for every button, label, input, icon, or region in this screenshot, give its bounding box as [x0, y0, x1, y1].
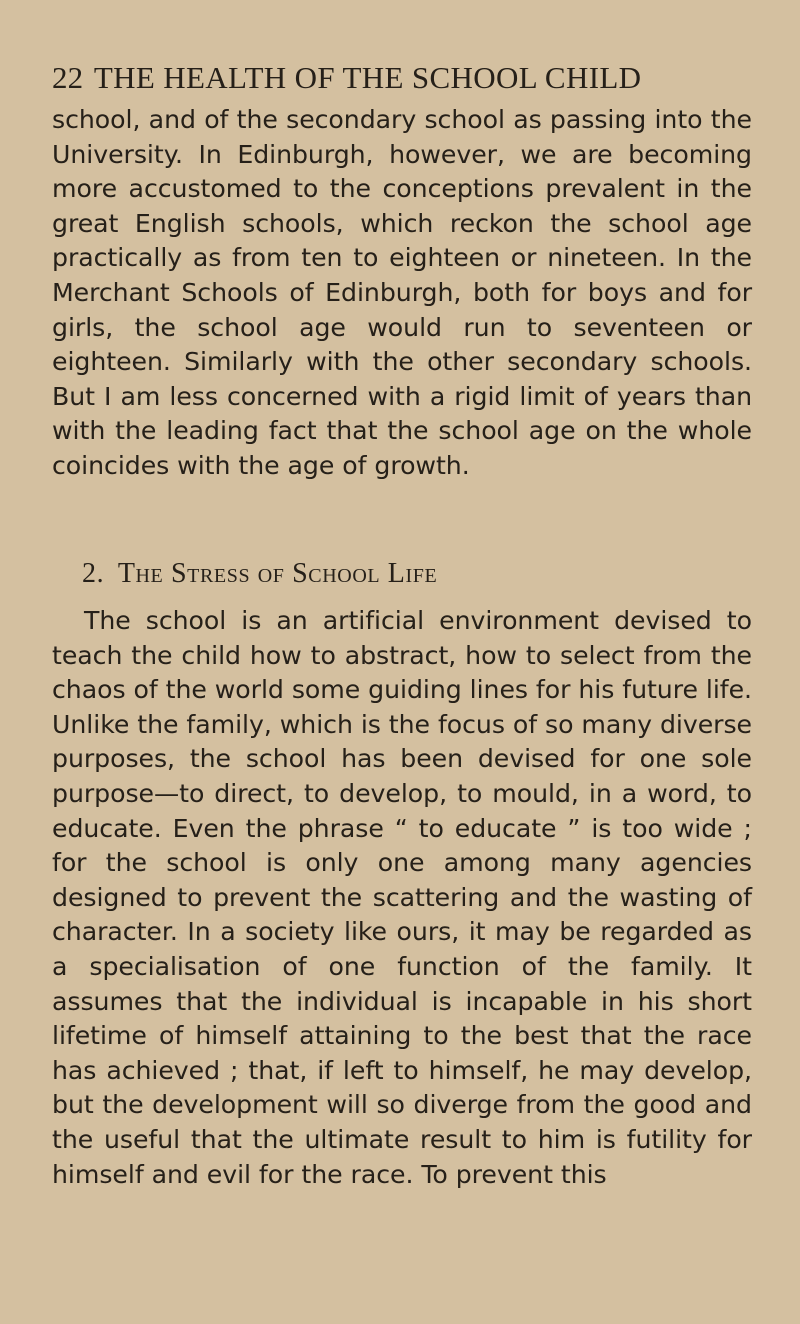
section-heading: [82, 554, 742, 594]
section-number: 2.: [82, 558, 105, 589]
section-title: The Stress of School Life: [117, 558, 438, 589]
page-header: [52, 54, 752, 102]
page-number: 22: [52, 60, 84, 95]
running-title: THE HEALTH OF THE SCHOOL CHILD: [93, 60, 642, 95]
paragraph-school-age: school, and of the secondary school as passing into the University. In Edinburgh, however, we are becoming more accustomed to the conceptions prevalent in the great English schools, which reckon the school age practically as from ten to eighteen or nineteen. In the Merchant Schools of Edinburgh, both for boys and for girls, the school age would run to seventeen or eighteen. Similarly with the other secondary schools. But I am less concerned with a rigid limit of years than with the leading fact that the school age on the whole coincides with the age of growth.: [52, 105, 752, 480]
paragraph-school-environment: The school is an artificial environment devised to teach the child how to abstract, how to select from the chaos of the world some guiding lines for his future life. Unlike the family, which is the focus of so many diverse purposes, the school has been devised for one sole purpose—to direct, to develop, to mould, in a word, to educate. Even the phrase “ to educate ” is too wide ; for the school is only one among many agencies designed to prevent the scattering and the wasting of character. In a society like ours, it may be regarded as a specialisation of one function of the family. It assumes that the individual is incapable in his short lifetime of himself attaining to the best that the race has achieved ; that, if left to himself, he may develop, but the development will so diverge from the good and the useful that the ultimate result to him is futility for himself and evil for the race. To prevent this: [52, 606, 752, 1189]
